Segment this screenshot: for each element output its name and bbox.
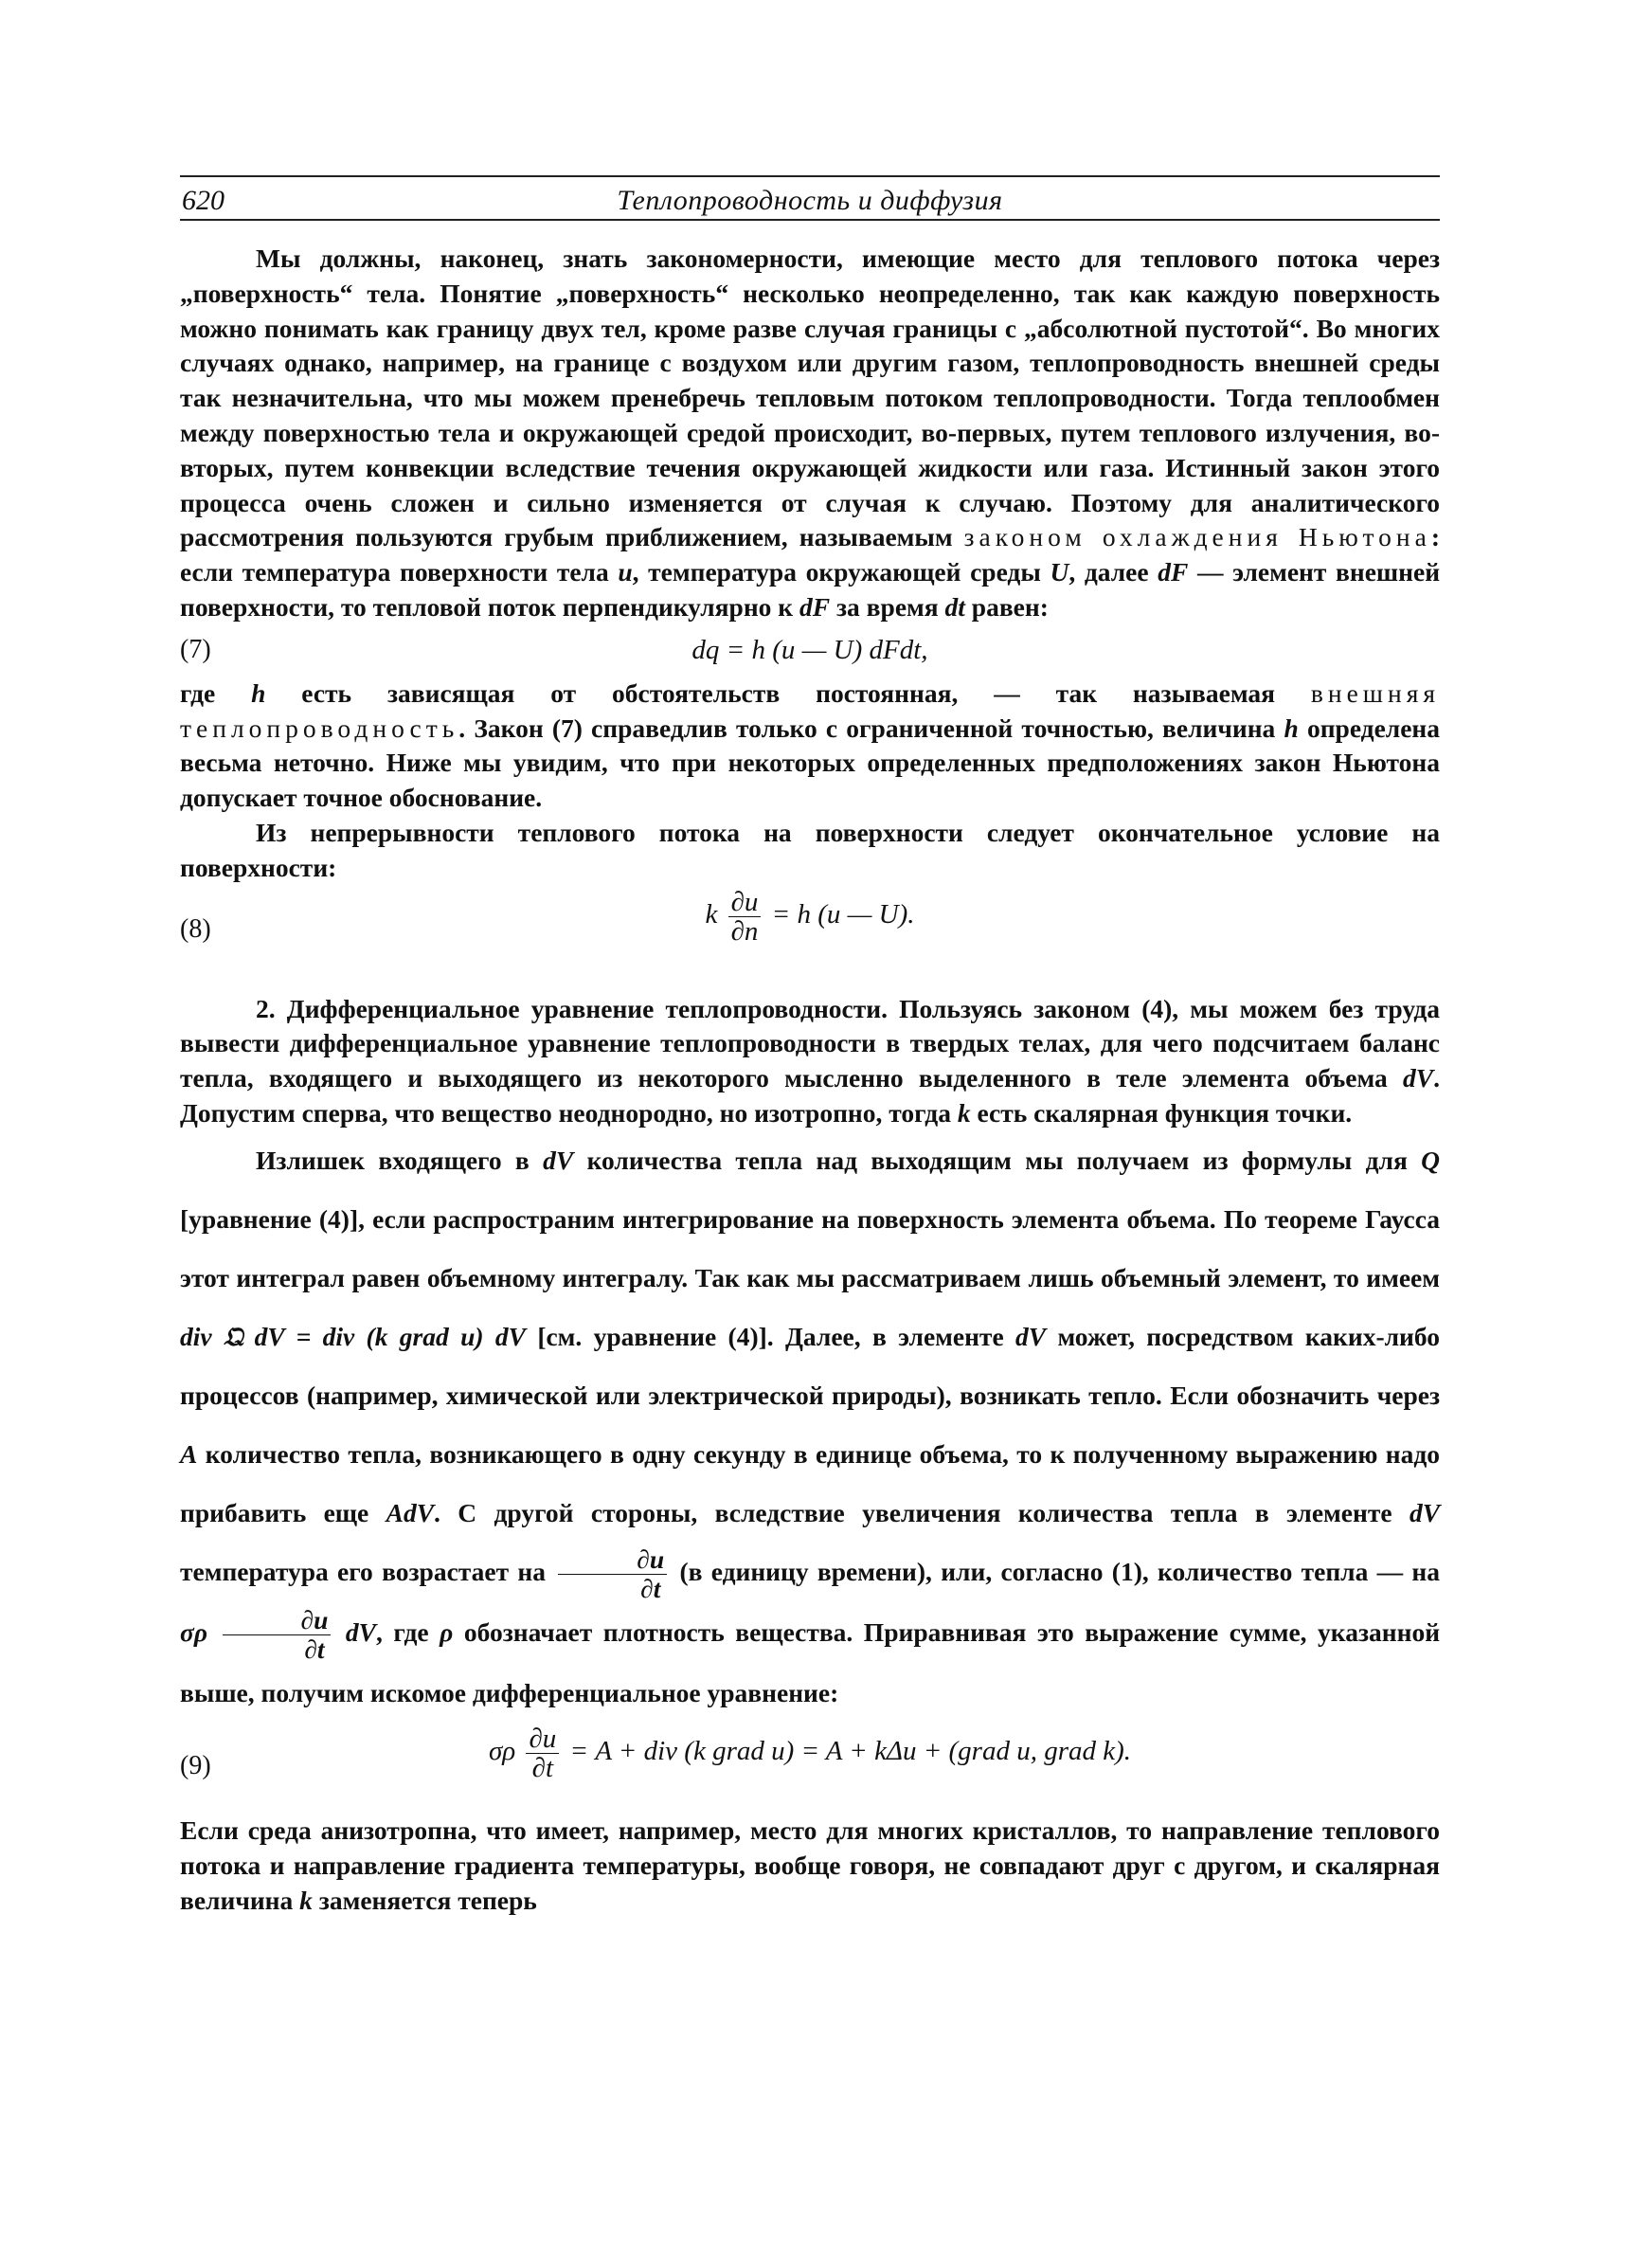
- p5-text-h: температура его возрастает на: [180, 1556, 546, 1586]
- inline-frac-numerator-2: ∂u: [223, 1606, 332, 1635]
- var-dV-5: dV: [345, 1616, 377, 1647]
- var-h: h: [251, 677, 266, 708]
- p1-text-e: — элемент внешней поверхности, то тепловой поток перпендикулярно к: [180, 557, 1441, 622]
- equation-8-number: (8): [180, 913, 211, 944]
- p1-text-b: : если температура поверхности тела: [180, 522, 1440, 587]
- p3-text: Из непрерывности теплового потока на поверхности следует окончательное условие на поверхности:: [180, 817, 1440, 882]
- divergence-expression: div 𝔔 dV = div (k grad u) dV: [180, 1321, 526, 1351]
- equation-8-frac-denominator: ∂n: [730, 915, 759, 947]
- var-k: k: [957, 1097, 971, 1128]
- p6-text-b: заменяется теперь: [318, 1885, 537, 1915]
- running-title: Теплопроводность и диффузия: [617, 185, 1003, 216]
- var-dV: dV: [1403, 1063, 1434, 1093]
- inline-fraction-du-dt-2: [223, 1606, 332, 1664]
- p5-text-i: (в единицу времени), или, согласно (1), количество тепла — на: [679, 1556, 1440, 1586]
- p1-text-d: , далее: [1068, 557, 1149, 587]
- page: [180, 175, 1440, 1919]
- p1-text-f: за время: [836, 591, 939, 622]
- equation-8-fraction: [728, 888, 762, 946]
- var-A: A: [180, 1438, 198, 1469]
- var-U: U: [1050, 557, 1069, 587]
- p5-text-b: количества тепла над выходящим мы получаем из формулы для: [586, 1145, 1408, 1175]
- p1-text-g: равен:: [971, 591, 1049, 622]
- paragraph-gap: [180, 1800, 1440, 1814]
- equation-8-frac-numerator: ∂u: [728, 888, 762, 917]
- equation-7-formula: dq = h (u — U) dFdt,: [691, 634, 928, 665]
- var-u: u: [618, 557, 633, 587]
- p5-text-e: может, посредством каких-либо процессов (например, химической или электрической природы), возникать тепло. Если обозначить через: [180, 1321, 1441, 1410]
- p5-text-d: [см. уравнение (4)]. Далее, в элементе: [537, 1321, 1004, 1351]
- paragraph-continuity: [180, 816, 1440, 886]
- p2-text-b: есть зависящая от обстоятельств постоянная, — так называемая: [301, 677, 1276, 708]
- inline-frac-numerator: ∂u: [558, 1545, 667, 1575]
- p4-text-b: . Допустим сперва, что вещество неоднородно, но изотропно, тогда: [180, 1063, 1441, 1128]
- p5-text-k: обозначает плотность вещества. Приравнивая это выражение сумме, указанной выше, получим искомое дифференциальное уравнение:: [180, 1616, 1441, 1708]
- var-rho: ρ: [440, 1616, 454, 1647]
- running-header: [180, 175, 1440, 221]
- page-body: [180, 242, 1440, 1919]
- p1-text-c: , температура окружающей среды: [632, 557, 1041, 587]
- var-dt: dt: [944, 591, 965, 622]
- equation-9-frac-denominator: ∂t: [531, 1753, 554, 1784]
- p5-text-a: Излишек входящего в: [256, 1145, 530, 1175]
- p1-text-a: Мы должны, наконец, знать закономерности, имеющие место для теплового потока через „поверхность“ тела. Понятие „поверхность“ несколько неопределенно, так как каждую поверхность можно понимать как границу двух тел, кроме разве случая границы с „абсолютной пустотой“. Во многих случаях однако, например, на границе с воздухом или другим газом, теплопроводность внешней среды так незначительна, что мы можем пренебречь тепловым потоком теплопроводности. Тогда теплообмен между поверхностью тела и окружающей средой происходит, во-первых, путем теплового излучения, во-вторых, путем конвекции вследствие течения окружающей жидкости или газа. Истинный закон этого процесса очень сложен и сильно изменяется от случая к случаю. Поэтому для аналитического рассмотрения пользуются грубым приближением, называемым: [180, 244, 1440, 552]
- equation-8-rhs: = h (u — U).: [771, 898, 915, 930]
- equation-9: [180, 1723, 1440, 1800]
- p5-text-g: . С другой стороны, вследствие увеличения количества тепла в элементе: [434, 1497, 1392, 1527]
- var-Q: Q: [1421, 1145, 1441, 1175]
- equation-9-frac-numerator: ∂u: [526, 1724, 559, 1754]
- equation-9-lhs: σρ: [488, 1736, 516, 1767]
- equation-7: [180, 625, 1440, 677]
- var-dF: dF: [1158, 557, 1189, 587]
- equation-9-formula: [180, 1724, 1440, 1782]
- paragraph-section-2: [180, 992, 1440, 1131]
- p5-text-j: где: [393, 1616, 429, 1647]
- p4-text-a: Пользуясь законом (4), мы можем без труда вывести дифференциальное уравнение теплопроводности в твердых телах, для чего подсчитаем баланс тепла, входящего и выходящего из некоторого мысленно выделенного в теле элемента объема: [180, 993, 1440, 1093]
- newton-cooling-law-term: законом охлаждения Ньютона: [963, 522, 1431, 552]
- equation-7-number: (7): [180, 634, 211, 664]
- var-dV-4: dV: [1409, 1497, 1441, 1527]
- var-dV-2: dV: [543, 1145, 574, 1175]
- var-sigma-rho: σρ: [180, 1616, 207, 1647]
- p2-text-c: . Закон (7) справедлив только с ограниченной точностью, величина: [458, 713, 1276, 743]
- p2-text-a: где: [180, 677, 216, 708]
- p6-text-a: Если среда анизотропна, что имеет, например, место для многих кристаллов, то направление теплового потока и направление градиента температуры, вообще говоря, не совпадают друг с другом, и скалярная величина: [180, 1815, 1440, 1915]
- inline-fraction-du-dt: [558, 1545, 667, 1603]
- paragraph-heat-balance: Излишек входящего в dV количества тепла над выходящим мы получаем из формулы для Q [уравнение (4)], если распространим интегрирование на поверхность элемента объема. По теореме Гаусса этот интеграл равен объемному интегралу. Так как мы рассматриваем лишь объемный элемент, то имеем div 𝔔 dV = div (k grad u) dV [см. уравнение (4)]. Далее, в элементе dV может, посредством каких-либо процессов (например, химической или электрической природы), возникать тепло. Если обозначить через A количество тепла, возникающего в одну секунду в единице объема, то к полученному выражению надо прибавить еще AdV. С другой стороны, вследствие увеличения количества тепла в элементе dV температура его возрастает на $\frac{\partial u}{\partial t}$ (в единицу времени), или, согласно (1), количество тепла — на σρ $\frac{\partial u}{\partial t}$ dV, где ρ обозначает плотность вещества. Приравнивая это выражение сумме, указанной выше, получим искомое дифференциальное уравнение:: [180, 1145, 1441, 1708]
- section-gap: [180, 964, 1440, 992]
- inline-frac-denominator-2: ∂t: [304, 1634, 325, 1665]
- p5-text-f: количество тепла, возникающего в одну секунду в единице объема, то к полученному выражению надо прибавить еще: [180, 1438, 1440, 1527]
- equation-9-rhs: = A + div (k grad u) = A + kΔu + (grad u, grad k).: [569, 1736, 1132, 1767]
- var-h-2: h: [1284, 713, 1299, 743]
- equation-8-formula: [180, 888, 1440, 946]
- equation-9-fraction: [526, 1724, 559, 1782]
- paragraph-anisotropic: [180, 1814, 1440, 1918]
- var-dV-3: dV: [1015, 1321, 1047, 1351]
- var-AdV: AdV: [386, 1497, 435, 1527]
- external-conductivity-term: внешняя теплопроводность: [180, 677, 1440, 743]
- p4-text-c: есть скалярная функция точки.: [977, 1097, 1353, 1128]
- equation-9-number: (9): [180, 1751, 211, 1781]
- paragraph-boundary-conditions: [180, 242, 1440, 625]
- var-dF-2: dF: [799, 591, 831, 622]
- inline-frac-denominator: ∂t: [640, 1573, 661, 1603]
- page-number: 620: [182, 185, 224, 216]
- equation-8: [180, 886, 1440, 964]
- p2-text-d: определена весьма неточно. Ниже мы увидим, что при некоторых определенных предположениях закон Ньютона допускает точное обоснование.: [180, 713, 1441, 813]
- var-k-2: k: [299, 1885, 313, 1915]
- section-2-heading: 2. Дифференциальное уравнение теплопроводности.: [256, 993, 888, 1023]
- p5-text-c: [уравнение (4)], если распространим интегрирование на поверхность элемента объема. По теореме Гаусса этот интеграл равен объемному интегралу. Так как мы рассматриваем лишь объемный элемент, то имеем: [180, 1203, 1440, 1292]
- equation-8-k: k: [705, 898, 718, 930]
- paragraph-external-conductivity: [180, 677, 1440, 816]
